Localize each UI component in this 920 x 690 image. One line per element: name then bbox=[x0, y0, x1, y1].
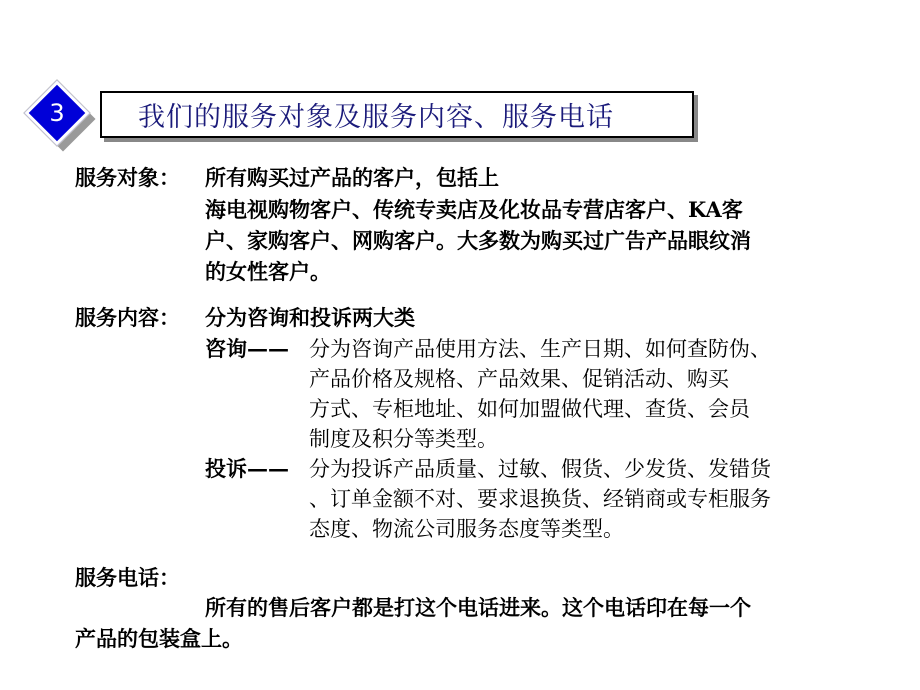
service-phone-line-1: 所有的售后客户都是打这个电话进来。这个电话印在每一个 bbox=[205, 595, 751, 620]
consult-line-2: 产品价格及规格、产品效果、促销活动、购买 bbox=[309, 367, 729, 391]
service-target-line-1: 海电视购物客户、传统专卖店及化妆品专营店客户、KA客 bbox=[205, 197, 743, 222]
complaint-line-3: 态度、物流公司服务态度等类型。 bbox=[309, 517, 624, 541]
service-content-label: 服务内容： bbox=[75, 305, 180, 330]
service-phone-label: 服务电话： bbox=[75, 565, 180, 590]
service-content-first-line: 分为咨询和投诉两大类 bbox=[205, 305, 415, 330]
consult-line-1: 分为咨询产品使用方法、生产日期、如何查防伪、 bbox=[309, 337, 771, 361]
page-title: 我们的服务对象及服务内容、服务电话 bbox=[100, 91, 694, 138]
complaint-label: 投诉—— bbox=[205, 456, 289, 481]
service-target-label: 服务对象： bbox=[75, 165, 180, 190]
service-target-first-line: 所有购买过产品的客户，包括上 bbox=[205, 165, 499, 190]
section-number-badge bbox=[18, 82, 108, 152]
service-phone-line-2: 产品的包装盒上。 bbox=[75, 626, 243, 651]
complaint-line-2: 、订单金额不对、要求退换货、经销商或专柜服务 bbox=[309, 487, 771, 511]
section-number: 3 bbox=[49, 99, 65, 127]
service-target-line-3: 的女性客户。 bbox=[205, 259, 331, 284]
service-target-line-2: 户、家购客户、网购客户。大多数为购买过广告产品眼纹消 bbox=[205, 228, 751, 253]
consult-line-4: 制度及积分等类型。 bbox=[309, 427, 498, 451]
consult-line-3: 方式、专柜地址、如何加盟做代理、查货、会员 bbox=[309, 397, 750, 421]
consult-label: 咨询—— bbox=[205, 336, 289, 361]
complaint-line-1: 分为投诉产品质量、过敏、假货、少发货、发错货 bbox=[309, 457, 771, 481]
